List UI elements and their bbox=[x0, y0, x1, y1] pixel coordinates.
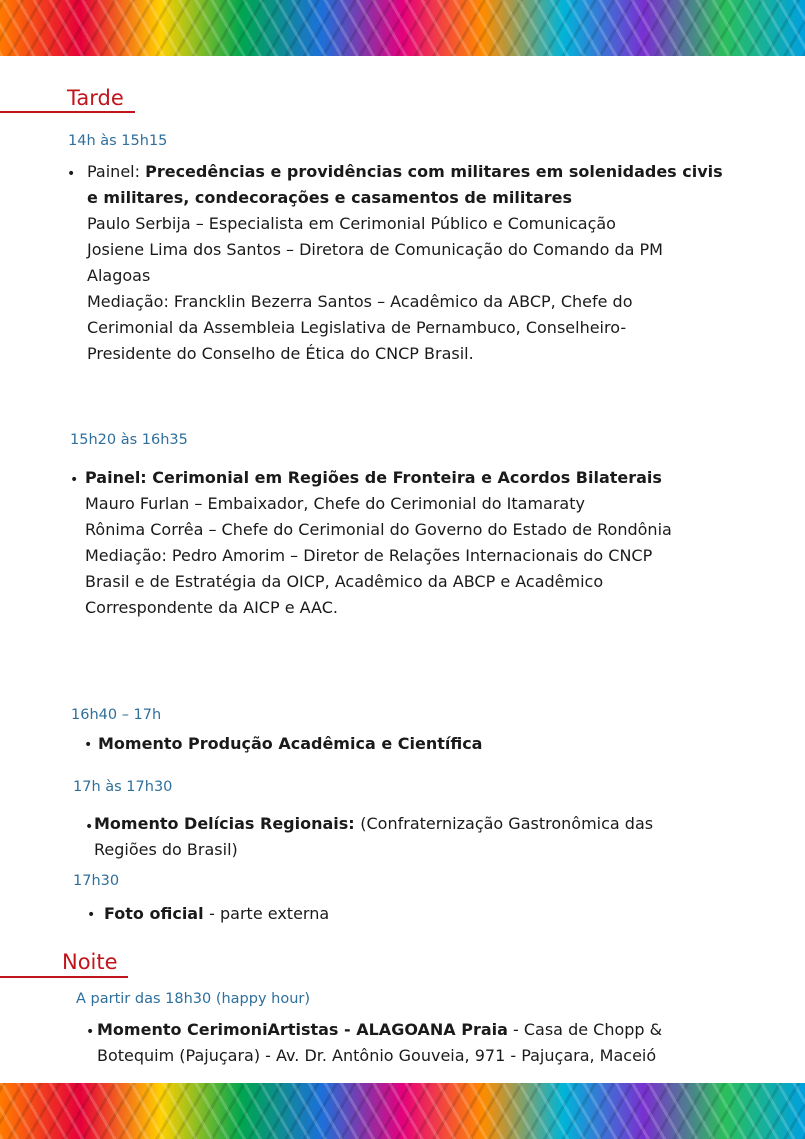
item-line: Alagoas bbox=[87, 266, 151, 285]
bullet: • bbox=[67, 166, 76, 182]
schedule-item bbox=[98, 731, 482, 757]
time-slot: 14h às 15h15 bbox=[68, 133, 168, 149]
item-line: Botequim (Pajuçara) - Av. Dr. Antônio Gouveia, 971 - Pajuçara, Maceió bbox=[97, 1046, 657, 1065]
schedule-item bbox=[85, 465, 672, 621]
section-heading-noite: Noite bbox=[62, 950, 118, 974]
item-line: Paulo Serbija – Especialista em Cerimonial Público e Comunicação bbox=[87, 214, 616, 233]
item-line: Rônima Corrêa – Chefe do Cerimonial do Governo do Estado de Rondônia bbox=[85, 520, 672, 539]
item-line: Momento CerimoniArtistas - ALAGOANA Praia - Casa de Chopp & bbox=[97, 1020, 663, 1039]
item-line: Momento Delícias Regionais: (Confraternização Gastronômica das bbox=[94, 814, 654, 833]
item-line: Correspondente da AICP e AAC. bbox=[85, 598, 338, 617]
item-line: Cerimonial da Assembleia Legislativa de Pernambuco, Conselheiro- bbox=[87, 318, 627, 337]
item-line: Josiene Lima dos Santos – Diretora de Comunicação do Comando da PM bbox=[87, 240, 663, 259]
time-slot: 15h20 às 16h35 bbox=[70, 432, 188, 448]
schedule-item bbox=[94, 811, 653, 863]
item-line: Regiões do Brasil) bbox=[94, 840, 238, 859]
item-line: Painel: Precedências e providências com militares em solenidades civis bbox=[87, 162, 723, 181]
decorative-header-band bbox=[0, 0, 805, 56]
schedule-item bbox=[97, 1017, 662, 1069]
schedule-item bbox=[104, 901, 329, 927]
item-line: Momento Produção Acadêmica e Científica bbox=[98, 734, 483, 753]
time-slot: 16h40 – 17h bbox=[71, 707, 162, 723]
item-line: Mediação: Francklin Bezerra Santos – Acadêmico da ABCP, Chefe do bbox=[87, 292, 633, 311]
schedule-item bbox=[87, 159, 723, 367]
section-heading-tarde: Tarde bbox=[67, 86, 124, 110]
bullet: • bbox=[87, 907, 96, 923]
section-divider bbox=[0, 976, 128, 978]
item-line: Painel: Cerimonial em Regiões de Fronteira e Acordos Bilaterais bbox=[85, 468, 662, 487]
bullet: • bbox=[85, 819, 94, 835]
item-line: Mauro Furlan – Embaixador, Chefe do Cerimonial do Itamaraty bbox=[85, 494, 585, 513]
item-line: Mediação: Pedro Amorim – Diretor de Relações Internacionais do CNCP bbox=[85, 546, 653, 565]
item-line: Presidente do Conselho de Ética do CNCP Brasil. bbox=[87, 344, 474, 363]
decorative-footer-band bbox=[0, 1083, 805, 1139]
section-divider bbox=[0, 111, 135, 113]
bullet: • bbox=[86, 1024, 95, 1040]
bullet: • bbox=[84, 737, 93, 753]
item-line: e militares, condecorações e casamentos de militares bbox=[87, 188, 573, 207]
time-slot: 17h às 17h30 bbox=[73, 779, 173, 795]
time-slot: 17h30 bbox=[73, 873, 120, 889]
time-slot: A partir das 18h30 (happy hour) bbox=[76, 991, 311, 1007]
item-line: Brasil e de Estratégia da OICP, Acadêmico da ABCP e Acadêmico bbox=[85, 572, 604, 591]
bullet: • bbox=[70, 472, 79, 488]
item-line: Foto oficial - parte externa bbox=[104, 904, 330, 923]
